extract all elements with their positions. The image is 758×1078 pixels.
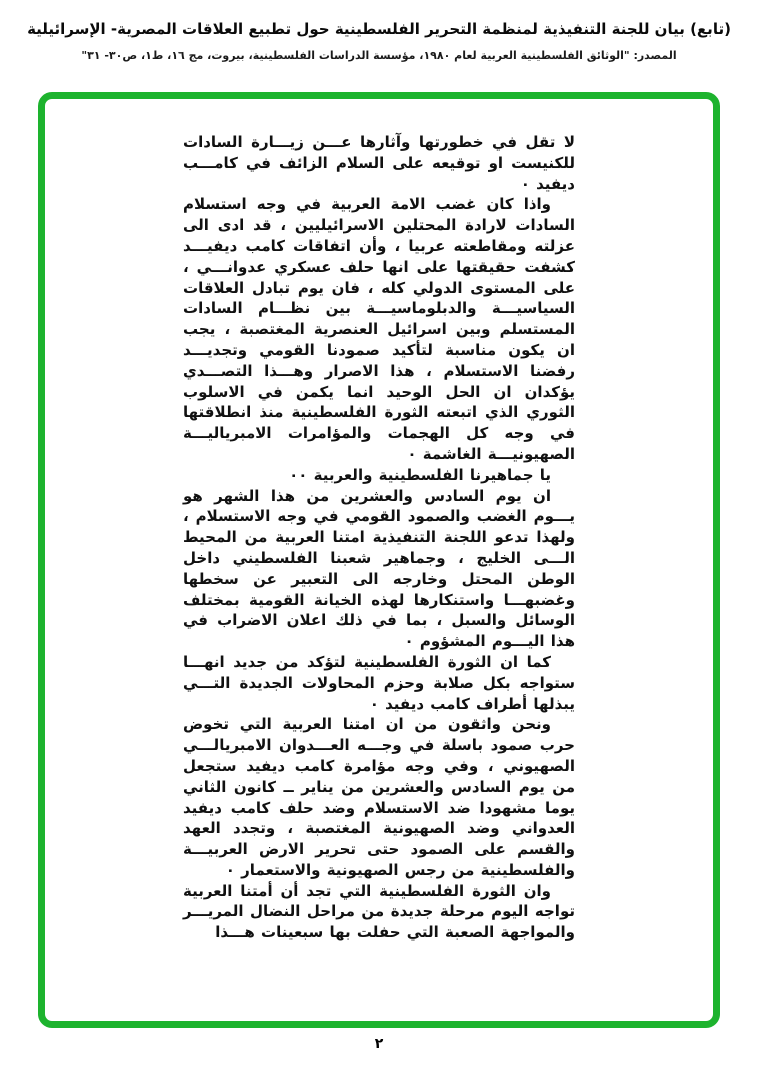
body-text bbox=[183, 132, 575, 943]
body-paragraph: ان يوم السادس والعشرين من هذا الشهر هو يـــوم الغضب والصمود القومي في وجه الاستسلام ، ولهذا تدعو اللجنة التنفيذية امتنا العربية من المحيط الـــى الخليج ، وجماهير شعبنا الفلسطيني داخل الوطن المحتل وخارجه الى التعبير عن سخطها وغضبهـــا واستنكارها لهذه الخيانة القومية بمختلف الوسائل والسبل ، بما في ذلك اعلان الاضراب في هذا اليـــوم المشؤوم ٠ bbox=[183, 486, 575, 651]
document-source: المصدر: "الوثائق الفلسطينية العربية لعام ١٩٨٠، مؤسسة الدراسات الفلسطينية، بيروت، مج ١٦، ط١، ص٣٠- ٣١" bbox=[81, 48, 677, 62]
page-number: ٢ bbox=[374, 1036, 384, 1052]
body-paragraph: وان الثورة الفلسطينية التي تجد أن أمتنا العربية تواجه اليوم مرحلة جديدة من مراحل النضال المريـــر والمواجهة الصعبة التي حفلت بها سبعينات هـــذا bbox=[183, 881, 575, 942]
body-paragraph: ونحن واثقون من ان امتنا العربية التي تخوض حرب صمود باسلة في وجـــه العـــدوان الامبريالـــي الصهيوني ، وفي وجه مؤامرة كامب ديفيد ستجعل من يوم السادس والعشرين من يناير ــ كانون الثاني يوما مشهودا ضد الاستسلام وضد حلف كامب ديفيد العدواني وضد الصهيونية المغتصبة ، وتجدد العهد والقسم على الصمود حتى تحرير الارض العربيـــة والفلسطينية من رجس الصهيونية والاستعمار ٠ bbox=[183, 715, 575, 879]
body-paragraph: واذا كان غضب الامة العربية في وجه استسلام السادات لارادة المحتلين الاسرائيليين ، قد ادى الى عزلته ومقاطعته عربيا ، وأن اتفاقات كامب ديفيـــد كشفت حقيقتها على انها حلف عسكري عدوانـــي ، على المستوى الدولي كله ، فان يوم تبادل العلاقات السياسيـــة والدبلوماسيـــة بين نظـــام السادات المستسلم وبين اسرائيل العنصرية المغتصبة ، يجب ان يكون مناسبة لتأكيد صمودنا القومي وتجديـــد رفضنا الاستسلام ، هذا الاصرار وهـــذا التصـــدي يؤكدان ان الحل الوحيد انما يكمن في الاسلوب الثوري الذي اتبعته الثورة الفلسطينية منذ انطلاقتها في وجه كل الهجمات والمؤامرات الامبرياليـــة الصهيونيـــة الغاشمة ٠ bbox=[183, 195, 575, 463]
document-header bbox=[0, 20, 758, 62]
body-paragraph: لا تقل في خطورتها وآثارها عـــن زيـــارة السادات للكنيست او توقيعه على السلام الزائف في كامـــب ديفيد ٠ bbox=[183, 133, 575, 193]
body-paragraph: كما ان الثورة الفلسطينية لتؤكد من جديد انهـــا ستواجه بكل صلابة وحزم المحاولات الجديدة التـــي يبذلها أطراف كامب ديفيد ٠ bbox=[183, 652, 575, 713]
document-title: (تابع) بيان للجنة التنفيذية لمنظمة التحرير الفلسطينية حول تطبيع العلاقات المصرية- الإسرائيلية bbox=[27, 20, 731, 38]
content-frame bbox=[38, 92, 720, 1028]
body-paragraph: يا جماهيرنا الفلسطينية والعربية ٠٠ bbox=[289, 465, 551, 484]
